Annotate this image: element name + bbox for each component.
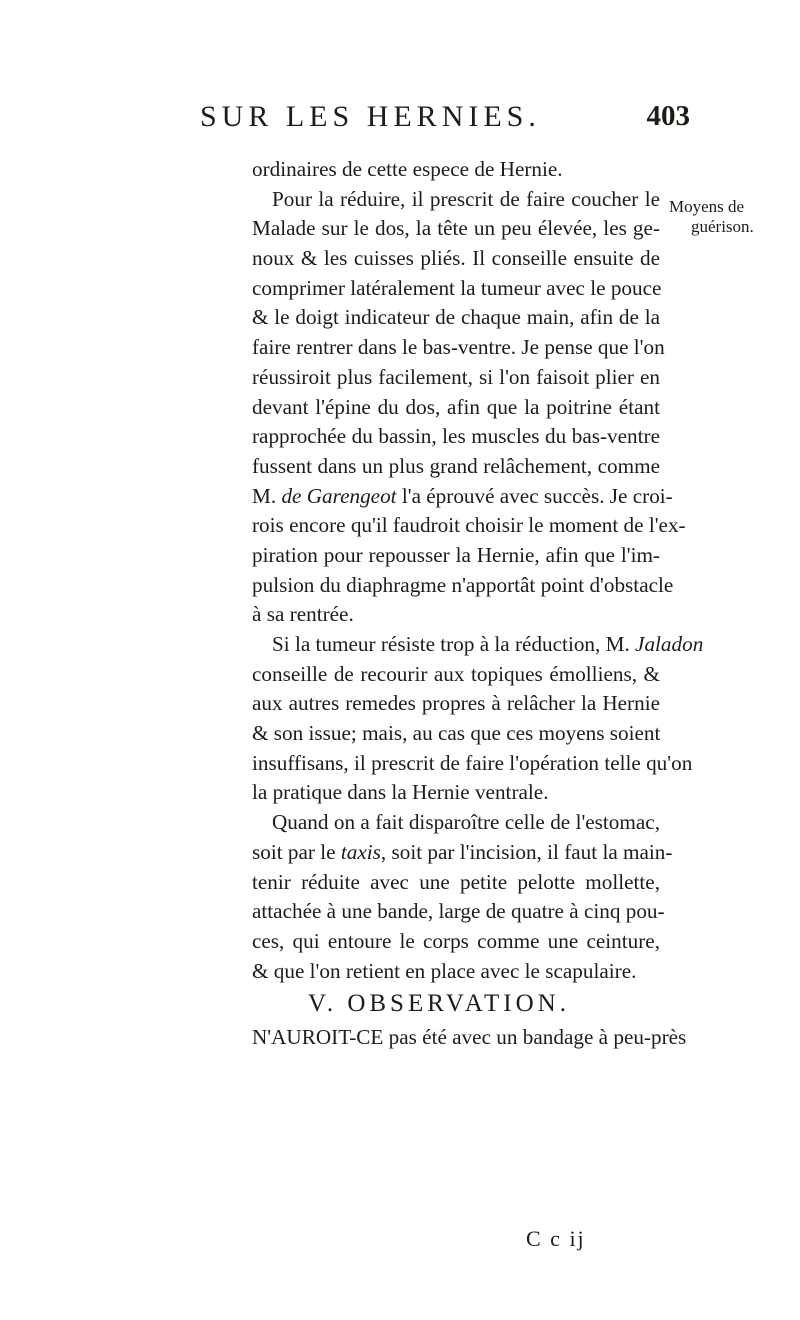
signature-mark: C c ij [526, 1226, 586, 1251]
text-fragment: , soit par l'incision, il faut la main- [380, 839, 673, 864]
text-line: à sa rentrée. [252, 602, 354, 627]
text-line: réussiroit plus facilement, si l'on faisoit plier en [252, 364, 660, 389]
text-line: rapprochée du bassin, les muscles du bas-ventre [252, 424, 660, 449]
text-line [252, 838, 673, 868]
text-line: rois encore qu'il faudroit choisir le moment de l'ex- [252, 513, 686, 538]
running-head [200, 100, 690, 150]
text-line: Quand on a fait disparoître celle de l'estomac, [272, 810, 660, 835]
text-line: ces, qui entoure le corps comme une ceinture, [252, 928, 660, 953]
text-line: & son issue; mais, au cas que ces moyens soient [252, 721, 661, 746]
margin-note-line-1: Moyens de [669, 197, 745, 216]
text-line: & le doigt indicateur de chaque main, afin de la [252, 305, 660, 330]
text-line: noux & les cuisses pliés. Il conseille ensuite de [252, 246, 660, 271]
text-fragment: M. [252, 483, 282, 508]
text-line: piration pour repousser la Hernie, afin que l'im- [252, 542, 660, 567]
text-line: tenir réduite avec une petite pelotte mollette, [252, 869, 660, 894]
text-line [252, 630, 704, 660]
text-line: la pratique dans la Hernie ventrale. [252, 780, 549, 805]
section-heading: V. OBSERVATION. [308, 990, 570, 1018]
text-line: faire rentrer dans le bas-ventre. Je pense que l'on [252, 335, 665, 360]
text-line: pulsion du diaphragme n'apportât point d'obstacle [252, 572, 674, 597]
text-line: fussent dans un plus grand relâchement, comme [252, 453, 660, 478]
body-text [252, 155, 704, 1053]
term-taxis: taxis [340, 839, 381, 864]
text-fragment: Si la tumeur résiste trop à la réduction, M. [272, 632, 636, 656]
margin-note [669, 197, 779, 237]
text-line: & que l'on retient en place avec le scapulaire. [252, 958, 637, 983]
margin-note-line-2: guérison. [691, 217, 754, 236]
text-line: comprimer latéralement la tumeur avec le pouce [252, 275, 662, 300]
text-line: insuffisans, il prescrit de faire l'opération telle qu'on [252, 750, 693, 775]
text-line: Malade sur le dos, la tête un peu élevée, les ge- [252, 216, 660, 241]
text-line: conseille de recourir aux topiques émolliens, & [252, 661, 660, 686]
text-line: attachée à une bande, large de quatre à cinq pou- [252, 899, 665, 924]
drop-cap-words: N'AUROIT-CE [252, 1024, 384, 1049]
text-line: Pour la réduire, il prescrit de faire coucher le [272, 186, 660, 211]
author-name-jaladon: Jaladon [635, 632, 704, 656]
text-fragment: pas été avec un bandage à peu-près [383, 1024, 687, 1049]
running-title: SUR LES HERNIES. [200, 100, 541, 133]
text-line: ordinaires de cette espece de Hernie. [252, 157, 563, 181]
text-line [252, 482, 673, 512]
text-fragment: soit par le [252, 839, 341, 864]
text-line: aux autres remedes propres à relâcher la Hernie [252, 691, 660, 716]
author-name-garengeot: de Garengeot [281, 483, 397, 508]
text-fragment: l'a éprouvé avec succès. Je croi- [396, 483, 673, 508]
page-number: 403 [646, 100, 690, 132]
text-line: devant l'épine du dos, afin que la poitrine étant [252, 394, 660, 419]
text-line [252, 1023, 687, 1053]
